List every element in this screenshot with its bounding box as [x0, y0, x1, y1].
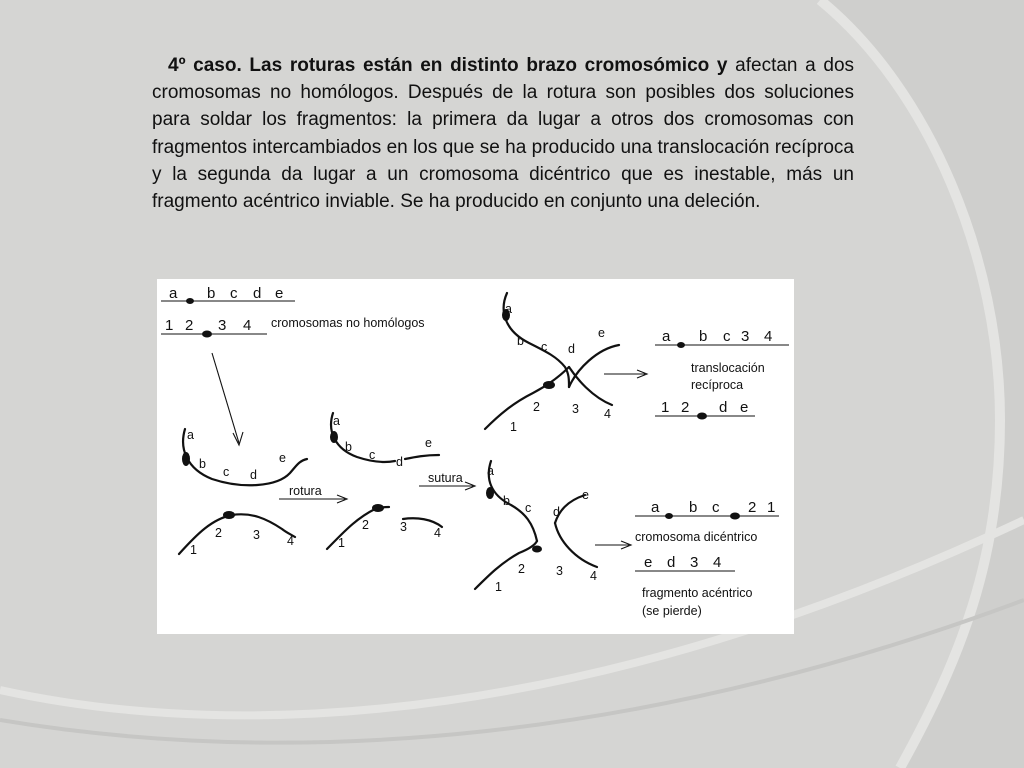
bent-gene-4: 4: [287, 534, 294, 548]
dic-gene-a: a: [487, 464, 494, 478]
label-acentric: fragmento acéntrico: [642, 586, 753, 600]
cross-gene-e: e: [598, 326, 605, 340]
broken-gene-a: a: [333, 414, 340, 428]
gene-b: b: [207, 285, 216, 302]
cross-gene-3: 3: [572, 402, 579, 416]
explanation-paragraph: [152, 52, 854, 215]
trans1-gene-3: 3: [741, 328, 750, 345]
gene-4: 4: [243, 317, 252, 334]
label-reciprocal: recíproca: [691, 378, 744, 392]
dic-gene-3: 3: [556, 564, 563, 578]
cross-gene-1: 1: [510, 420, 517, 434]
gene-1: 1: [165, 317, 174, 334]
dic-res-gene-b: b: [689, 499, 698, 516]
gene-a: a: [169, 285, 178, 302]
trans2-gene-d: d: [719, 399, 728, 416]
dic-gene-d: d: [553, 505, 560, 519]
bent-gene-b: b: [199, 457, 206, 471]
label-nonhomologous: cromosomas no homólogos: [271, 316, 425, 330]
dic-gene-e: e: [582, 488, 589, 502]
bent-gene-2: 2: [215, 526, 222, 540]
cross-gene-d: d: [568, 342, 575, 356]
cross-gene-4: 4: [604, 407, 611, 421]
trans1-gene-c: c: [723, 328, 731, 345]
label-dicentric: cromosoma dicéntrico: [635, 530, 758, 544]
translocation-result: [655, 328, 789, 420]
translocation-process: [485, 293, 647, 434]
dic-res-gene-c: c: [712, 499, 720, 516]
label-break: rotura: [289, 484, 322, 498]
dic-gene-c: c: [525, 501, 532, 515]
bent-gene-e: e: [279, 451, 286, 465]
frag-gene-3: 3: [690, 554, 699, 571]
trans1-gene-a: a: [662, 328, 671, 345]
trans1-gene-b: b: [699, 328, 708, 345]
initial-chromosomes: [161, 285, 425, 445]
dicentric-result: [635, 499, 779, 618]
gene-3: 3: [218, 317, 227, 334]
gene-2: 2: [185, 317, 194, 334]
cross-gene-b: b: [517, 334, 524, 348]
dicentric-process: [475, 461, 631, 594]
dic-gene-b: b: [503, 494, 510, 508]
dic-gene-2: 2: [518, 562, 525, 576]
bent-gene-a: a: [187, 428, 194, 442]
case-body: afectan a dos cromosomas no homólogos. Después de la rotura son posibles dos soluciones para soldar los fragmentos: la primera da lugar a otros dos cromosomas con fragmentos intercambiados en los que se ha producido una translocación recíproca y la segunda da lugar a un cromosoma dicéntrico que es inestable, más un fragmento acéntrico inviable. Se ha producido en conjunto una deleción.: [152, 55, 855, 213]
cross-gene-2: 2: [533, 400, 540, 414]
label-suture: sutura: [428, 471, 463, 485]
bent-gene-1: 1: [190, 543, 197, 557]
label-translocation: translocación: [691, 361, 765, 375]
gene-e: e: [275, 285, 284, 302]
broken-chromosomes: [327, 413, 475, 550]
broken-gene-e: e: [425, 436, 432, 450]
cross-gene-a: a: [505, 302, 512, 316]
broken-gene-b: b: [345, 440, 352, 454]
broken-gene-2: 2: [362, 518, 369, 532]
chromosome-diagram: [157, 279, 794, 634]
trans2-gene-1: 1: [661, 399, 670, 416]
case-heading: 4º caso. Las roturas están en distinto brazo cromosómico y: [168, 55, 728, 76]
dic-res-gene-1: 1: [767, 499, 776, 516]
label-lost: (se pierde): [642, 604, 702, 618]
trans2-gene-e: e: [740, 399, 749, 416]
trans2-gene-2: 2: [681, 399, 690, 416]
frag-gene-d: d: [667, 554, 676, 571]
trans1-gene-4: 4: [764, 328, 773, 345]
dic-res-gene-a: a: [651, 499, 660, 516]
bent-gene-3: 3: [253, 528, 260, 542]
broken-gene-4: 4: [434, 526, 441, 540]
bent-chromosomes: [179, 428, 347, 557]
broken-gene-1: 1: [338, 536, 345, 550]
broken-gene-3: 3: [400, 520, 407, 534]
dic-res-gene-2: 2: [748, 499, 757, 516]
cross-gene-c: c: [541, 340, 548, 354]
broken-gene-c: c: [369, 448, 376, 462]
frag-gene-e: e: [644, 554, 653, 571]
gene-d: d: [253, 285, 262, 302]
dic-gene-1: 1: [495, 580, 502, 594]
bent-gene-d: d: [250, 468, 257, 482]
dic-gene-4: 4: [590, 569, 597, 583]
broken-gene-d: d: [396, 455, 403, 469]
frag-gene-4: 4: [713, 554, 722, 571]
bent-gene-c: c: [223, 465, 230, 479]
gene-c: c: [230, 285, 238, 302]
